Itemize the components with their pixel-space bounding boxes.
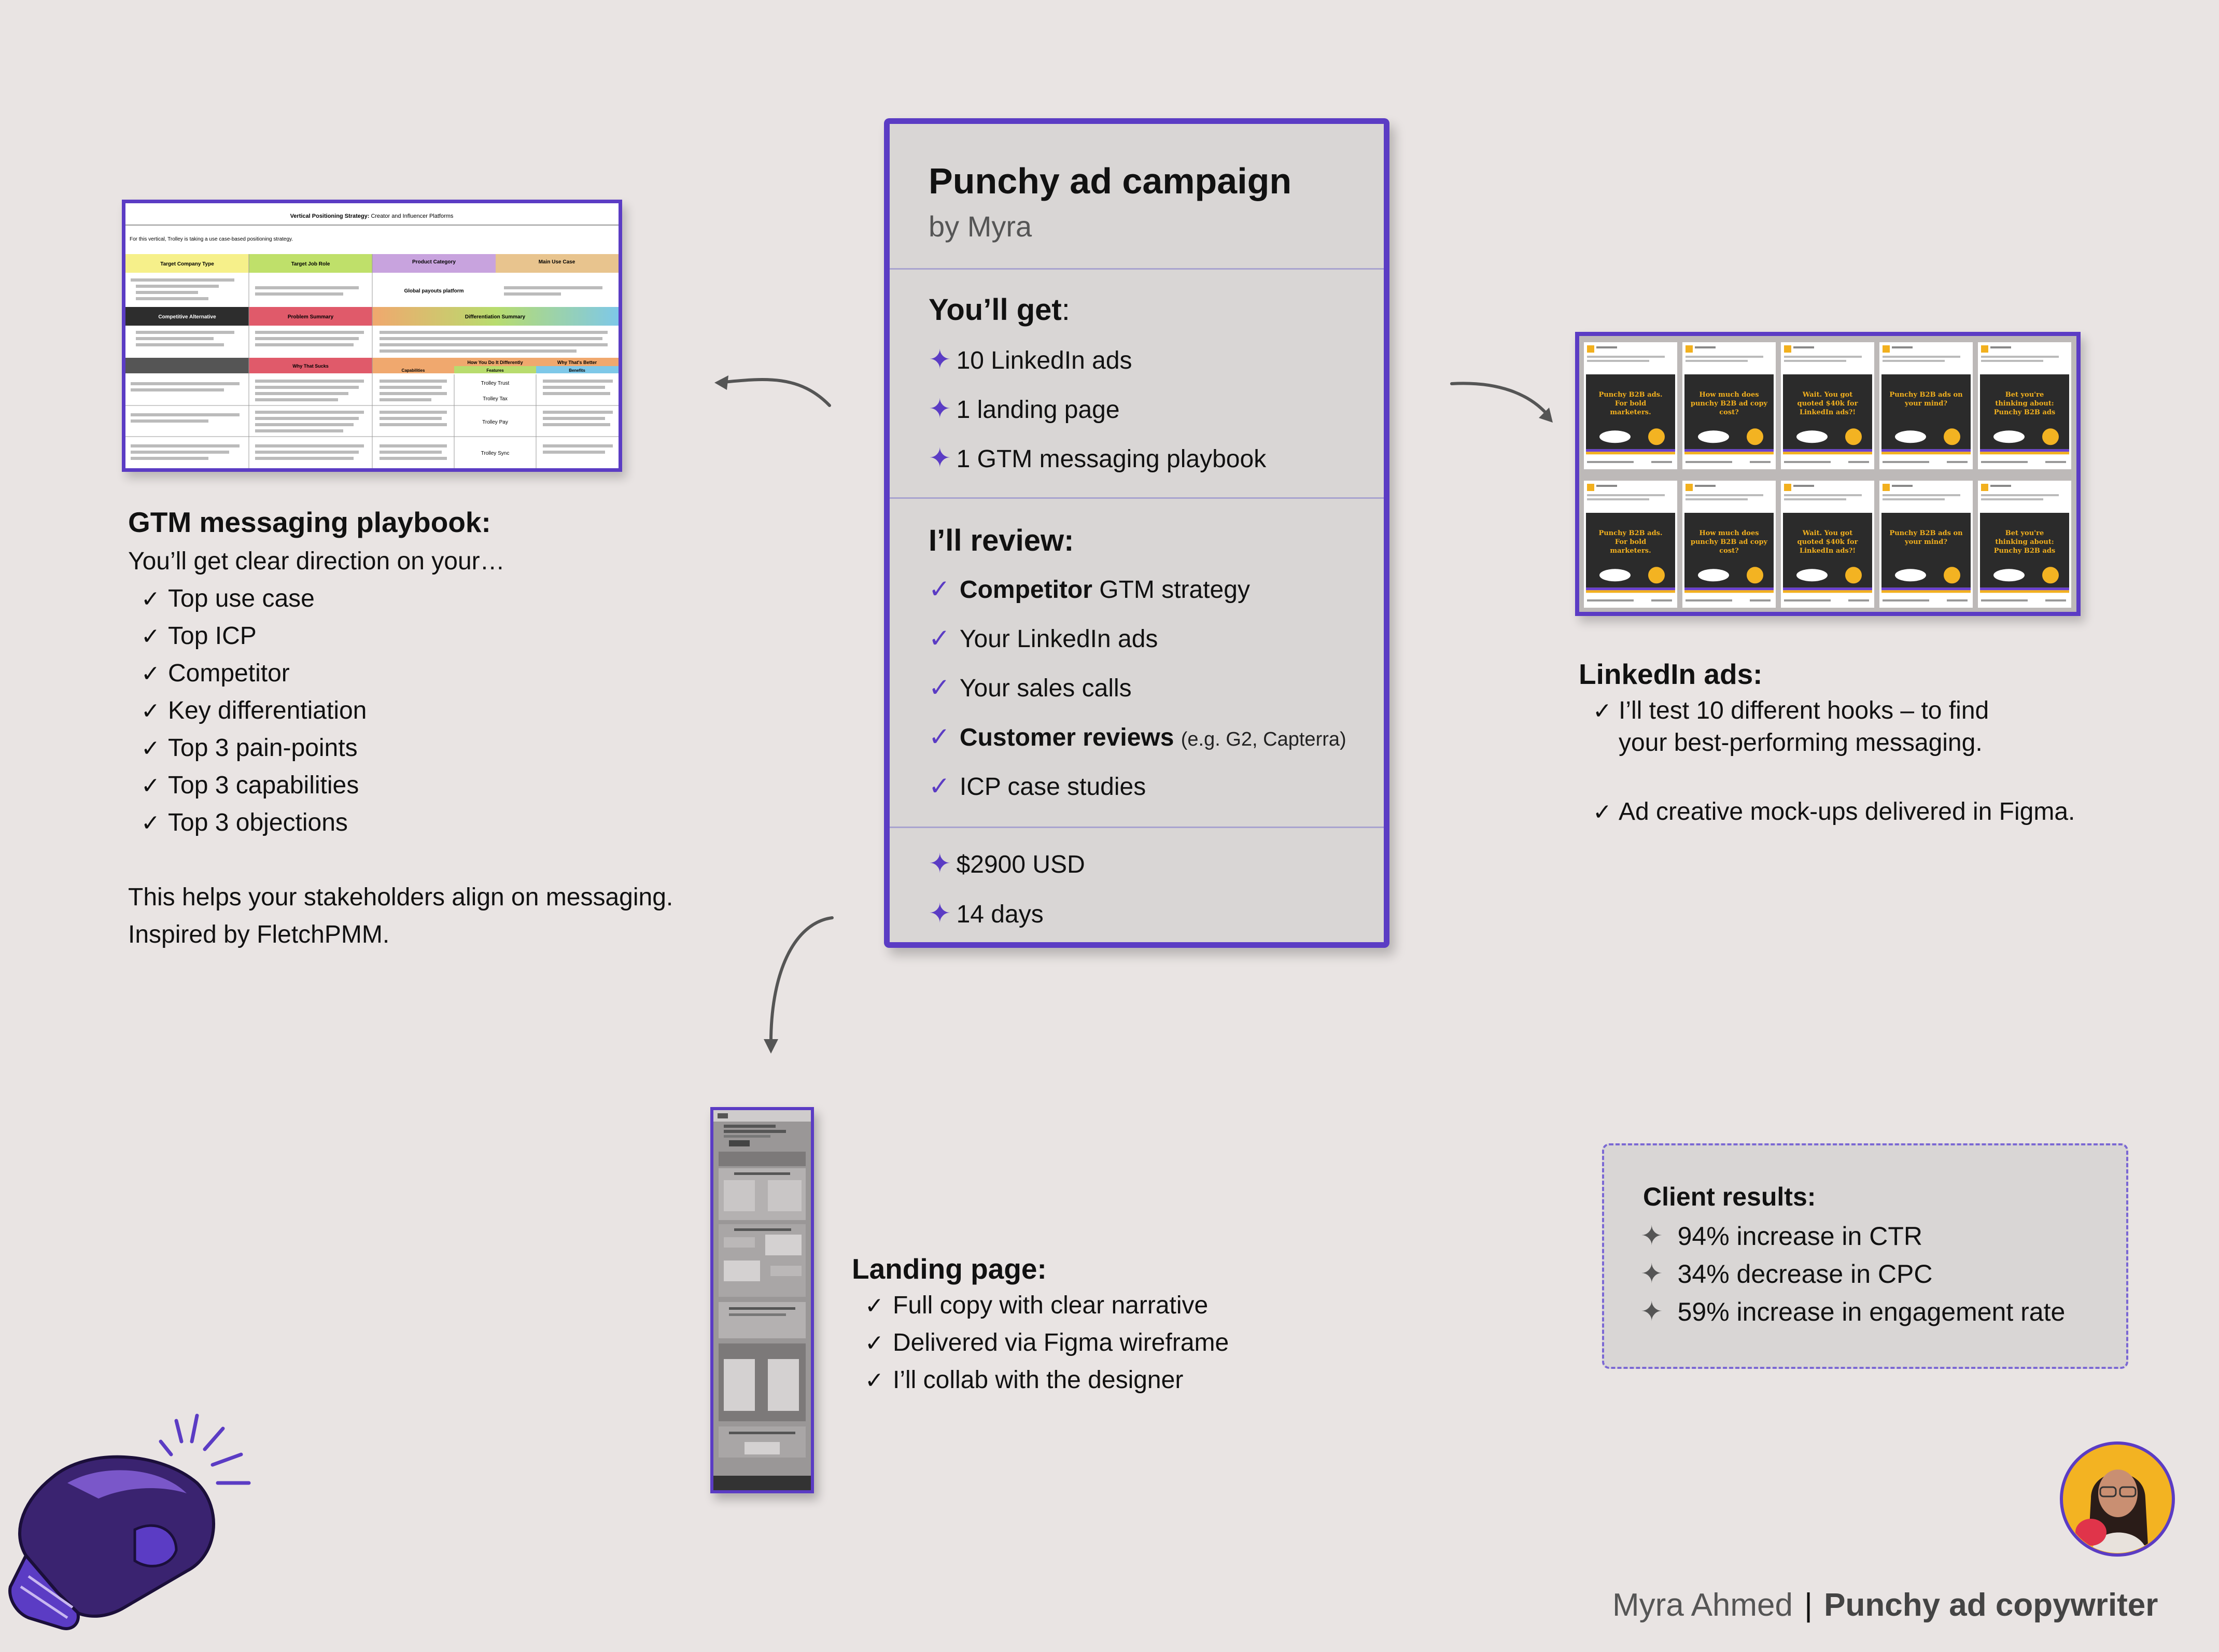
ad-tile-text: Punchy B2B ads. xyxy=(1598,529,1663,537)
ad-tile-text: your mind? xyxy=(1905,538,1947,546)
footer-separator: | xyxy=(1804,1587,1813,1623)
gtm-thumb-row: Problem Summary xyxy=(287,314,334,320)
sparkle-icon: ✦ xyxy=(1640,1297,1663,1327)
landing-item: ✓ I’ll collab with the designer xyxy=(865,1366,1184,1394)
get-item: ✦ 1 GTM messaging playbook xyxy=(929,443,1267,473)
ad-tile-avatar xyxy=(2042,567,2059,583)
gtm-thumb-col: Features xyxy=(486,368,504,373)
ad-tile-text: punchy B2B ad copy xyxy=(1690,538,1768,546)
check-icon: ✓ xyxy=(865,1293,884,1319)
ad-tile-text: punchy B2B ad copy xyxy=(1690,400,1768,408)
check-icon: ✓ xyxy=(929,575,950,604)
ad-tile-text: Bet you're xyxy=(2005,391,2044,399)
ad-tile-text: your mind? xyxy=(1905,400,1947,408)
card-title: Punchy ad campaign xyxy=(929,161,1292,201)
gtm-item: ✓ Key differentiation xyxy=(141,697,367,724)
sparkle-icon: ✦ xyxy=(929,394,951,424)
landing-item: ✓ Delivered via Figma wireframe xyxy=(865,1329,1229,1356)
ad-tile xyxy=(1584,342,1677,469)
review-item: ✓ Competitor GTM strategy xyxy=(929,575,1250,604)
review-item: ✓ Your LinkedIn ads xyxy=(929,624,1158,653)
ad-tile xyxy=(1584,481,1677,608)
check-icon: ✓ xyxy=(929,624,950,653)
landing-page-thumbnail xyxy=(710,1107,814,1493)
check-icon: ✓ xyxy=(141,736,160,761)
ads-heading: LinkedIn ads: xyxy=(1579,658,1763,690)
landing-wireframe-graphic xyxy=(713,1110,811,1490)
get-item: ✦ 10 LinkedIn ads xyxy=(929,345,1132,375)
check-icon: ✓ xyxy=(865,1331,884,1356)
footer-role: Punchy ad copywriter xyxy=(1824,1587,2158,1623)
check-icon: ✓ xyxy=(865,1368,884,1393)
review-item: ✓ Your sales calls xyxy=(929,673,1132,702)
ad-tile-text: LinkedIn ads?! xyxy=(1799,409,1856,416)
ad-tile-avatar xyxy=(1747,567,1763,583)
check-icon: ✓ xyxy=(929,772,950,801)
ad-tile-text: Wait. You got xyxy=(1802,391,1853,399)
ads-item-continued: your best-performing messaging. xyxy=(1619,729,1983,757)
gtm-item: ✓ Top use case xyxy=(141,585,315,612)
ad-tile-text: How much does xyxy=(1699,529,1759,537)
ads-grid-graphic xyxy=(1579,336,2076,612)
ad-tile-text: Punchy B2B ads xyxy=(1993,409,2056,416)
arrow-to-ads xyxy=(1452,383,1548,415)
gtm-thumb-row: Differentiation Summary xyxy=(465,314,526,320)
gtm-thumb-feature: Trolley Sync xyxy=(481,451,510,456)
ad-tile-text: Punchy B2B ads xyxy=(1993,547,2056,555)
ad-tile-avatar xyxy=(1648,567,1665,583)
result-item: ✦ 59% increase in engagement rate xyxy=(1640,1297,2066,1327)
gtm-thumb-row: Why That's Better xyxy=(557,360,597,365)
arrow-to-landing xyxy=(771,918,832,1047)
gtm-thumb-col: Capabilities xyxy=(401,368,425,373)
arrowhead-icon xyxy=(714,375,728,390)
duration: ✦ 14 days xyxy=(929,899,1044,929)
sparkle-icon: ✦ xyxy=(929,899,951,929)
gtm-note: This helps your stakeholders align on messaging. xyxy=(128,884,673,911)
boxing-glove-icon xyxy=(5,1400,264,1639)
ad-tile-text: LinkedIn ads?! xyxy=(1799,547,1856,555)
gtm-intro: You’ll get clear direction on your… xyxy=(128,548,505,575)
gtm-thumb-col: Target Job Role xyxy=(291,261,330,267)
ad-tile xyxy=(1978,481,2071,608)
gtm-item: ✓ Top ICP xyxy=(141,622,257,650)
ad-tile-text: Punchy B2B ads on xyxy=(1889,529,1963,537)
gtm-thumb-category: Global payouts platform xyxy=(404,288,464,294)
ad-tile-avatar xyxy=(1845,567,1862,583)
client-results-box xyxy=(1602,1143,2128,1369)
avatar xyxy=(2060,1441,2175,1557)
ad-tile-avatar xyxy=(1845,428,1862,445)
gtm-playbook-thumbnail xyxy=(122,200,622,472)
ad-tile-text: For bold xyxy=(1614,538,1647,546)
price: ✦ $2900 USD xyxy=(929,849,1085,879)
get-heading: You’ll get: xyxy=(929,293,1070,327)
sparkle-icon: ✦ xyxy=(1640,1221,1663,1251)
footer-name: Myra Ahmed xyxy=(1612,1587,1793,1623)
ad-tile-text: cost? xyxy=(1719,547,1739,555)
result-item: ✦ 34% decrease in CPC xyxy=(1640,1259,1933,1289)
ad-tile-text: thinking about: xyxy=(1995,400,2054,408)
check-icon: ✓ xyxy=(141,586,160,612)
gtm-thumb-col: Main Use Case xyxy=(538,259,575,265)
gtm-thumb-title: Vertical Positioning Strategy: Creator and Influencer Platforms xyxy=(290,213,454,219)
gtm-thumb-col: Target Company Type xyxy=(160,261,214,267)
gtm-item: ✓ Competitor xyxy=(141,660,290,687)
ad-tile-text: quoted $40k for xyxy=(1797,538,1858,546)
ad-tile-text: thinking about: xyxy=(1995,538,2054,546)
sparkle-icon: ✦ xyxy=(929,345,951,375)
ad-tile xyxy=(1781,342,1874,469)
arrow-to-gtm xyxy=(718,380,830,405)
review-item: ✓ Customer reviews (e.g. G2, Capterra) xyxy=(929,722,1346,751)
gtm-item: ✓ Top 3 capabilities xyxy=(141,772,359,799)
results-heading: Client results: xyxy=(1643,1182,1816,1211)
gtm-thumb-feature: Trolley Pay xyxy=(482,419,508,425)
ad-tile xyxy=(1781,481,1874,608)
gtm-note: Inspired by FletchPMM. xyxy=(128,921,390,948)
ad-tile-text: Punchy B2B ads. xyxy=(1598,391,1663,399)
landing-heading: Landing page: xyxy=(852,1253,1047,1285)
check-icon: ✓ xyxy=(141,773,160,799)
ad-tile-text: quoted $40k for xyxy=(1797,400,1858,408)
gtm-thumb-row: How You Do It Differently xyxy=(467,360,523,365)
landing-item: ✓ Full copy with clear narrative xyxy=(865,1292,1209,1319)
result-item: ✦ 94% increase in CTR xyxy=(1640,1221,1922,1251)
review-item: ✓ ICP case studies xyxy=(929,772,1146,801)
gtm-thumb-intro: For this vertical, Trolley is taking a use case-based positioning strategy. xyxy=(130,236,293,242)
ad-tile-text: marketers. xyxy=(1610,547,1651,555)
ad-tile-avatar xyxy=(1944,567,1960,583)
gtm-thumb-row: Why That Sucks xyxy=(292,363,329,369)
check-icon: ✓ xyxy=(141,624,160,649)
ad-tile-text: Bet you're xyxy=(2005,529,2044,537)
check-icon: ✓ xyxy=(141,810,160,836)
ad-tile xyxy=(1682,342,1776,469)
gtm-table-graphic xyxy=(125,203,619,468)
gtm-thumb-feature: Trolley Trust xyxy=(481,381,510,386)
footer-signature xyxy=(1612,1587,2158,1623)
gtm-item: ✓ Top 3 pain-points xyxy=(141,734,358,762)
check-icon: ✓ xyxy=(1593,698,1612,724)
check-icon: ✓ xyxy=(1593,800,1612,825)
sparkle-icon: ✦ xyxy=(929,443,951,473)
gtm-heading: GTM messaging playbook: xyxy=(128,506,491,538)
check-icon: ✓ xyxy=(141,661,160,687)
ads-item: ✓ I’ll test 10 different hooks – to find xyxy=(1593,697,1989,724)
ad-tile-text: Wait. You got xyxy=(1802,529,1853,537)
check-icon: ✓ xyxy=(141,698,160,724)
check-icon: ✓ xyxy=(929,722,950,751)
ad-tile-avatar xyxy=(2042,428,2059,445)
gtm-thumb-row: Competitive Alternative xyxy=(158,314,216,320)
ad-tile xyxy=(1978,342,2071,469)
gtm-thumb-col: Benefits xyxy=(569,368,585,373)
ad-tile-text: For bold xyxy=(1614,400,1647,408)
sparkle-icon: ✦ xyxy=(929,849,951,879)
ad-tile-text: Punchy B2B ads on xyxy=(1889,391,1963,399)
gtm-thumb-feature: Trolley Tax xyxy=(483,396,508,402)
ad-tile xyxy=(1879,481,1973,608)
ad-tile xyxy=(1879,342,1973,469)
ad-tile-avatar xyxy=(1944,428,1960,445)
review-heading: I’ll review: xyxy=(929,524,1074,557)
linkedin-ads-thumbnail xyxy=(1575,332,2081,616)
gtm-thumb-col: Product Category xyxy=(412,259,456,265)
gtm-item: ✓ Top 3 objections xyxy=(141,809,348,836)
ad-tile-avatar xyxy=(1747,428,1763,445)
check-icon: ✓ xyxy=(929,673,950,702)
ad-tile-text: marketers. xyxy=(1610,409,1651,416)
sparkle-icon: ✦ xyxy=(1640,1259,1663,1289)
ad-tile-avatar xyxy=(1648,428,1665,445)
ads-item: ✓ Ad creative mock-ups delivered in Figma. xyxy=(1593,798,2075,825)
arrowhead-icon xyxy=(764,1039,778,1054)
card-subtitle: by Myra xyxy=(929,210,1032,243)
get-item: ✦ 1 landing page xyxy=(929,394,1120,424)
ad-tile xyxy=(1682,481,1776,608)
ad-tile-text: How much does xyxy=(1699,391,1759,399)
ad-tile-text: cost? xyxy=(1719,409,1739,416)
